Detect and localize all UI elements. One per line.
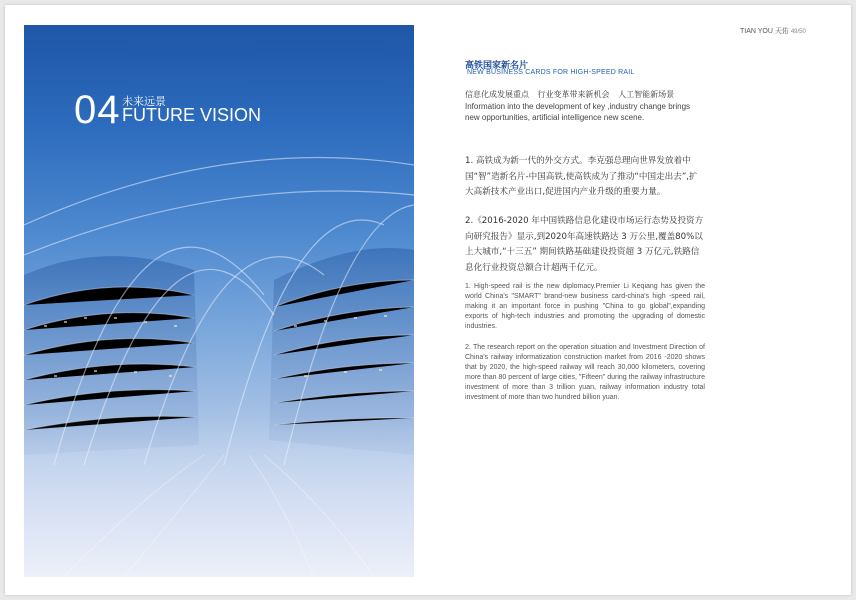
content-heading-cn: 高铁国家新名片 xyxy=(465,61,529,71)
section-number: 04 xyxy=(74,88,121,132)
paragraph-1-cn: 1. 高铁成为新一代的外交方式。李克强总理向世界发放着中国“智”造新名片-中国高铁,使高铁成为了推动“中国走出去”,扩大高新技术产业出口,促进国内产业升级的重要力量。 xyxy=(465,156,698,197)
page-header xyxy=(740,26,820,36)
paragraph-1-en: 1. High-speed rail is the new diplomacy.Premier Li Keqiang has given the world China's "SMART" brand-new business card-china's high -speed rail, making it an important force in pushing "China to go global",expanding exports of high-tech industries and promoting the upgrading of domestic industries. xyxy=(465,283,705,330)
page-number: 49/50 xyxy=(790,29,806,35)
paragraph-2-cn: 2.《2016-2020 年中国铁路信息化建设市场运行态势及投资方向研究报告》显示,到2020年高速铁路达 3 万公里,覆盖80%以上大城市,“十三五” 期间铁路基础建设投资超 3 万亿元,铁路信息化行业投资总额合计超两千亿元。 xyxy=(465,216,704,273)
hero-image xyxy=(24,25,414,577)
brand-name: TIAN YOU xyxy=(740,28,773,35)
content-subheading-cn: 信息化成发展重点 行业变革带来新机会 人工智能新场景 xyxy=(465,90,675,99)
brand-name-cn: 天佑 xyxy=(774,27,789,35)
paragraph-2-en: 2. The research report on the operation situation and Investment Direction of China's railway informatization construction market from 2016 -2020 shows that by 2020, the high-speed railway will reach 30,000 kilometers, covering more than 80 percent of large cities, "Fifteen" during the railway infrastructure investment of more than 3 trillion yuan, railway information industry total investment of more than two hundred billion yuan. xyxy=(465,344,705,401)
content-subheading-en: Information into the development of key ,industry change brings new opportunities, artificial intelligence new scene. xyxy=(465,102,691,122)
section-title-en: FUTURE VISION xyxy=(122,105,262,125)
content-heading-en: NEW BUSINESS CARDS FOR HIGH-SPEED RAIL xyxy=(467,69,635,76)
section-title-cn: 未来远景 xyxy=(122,95,166,108)
